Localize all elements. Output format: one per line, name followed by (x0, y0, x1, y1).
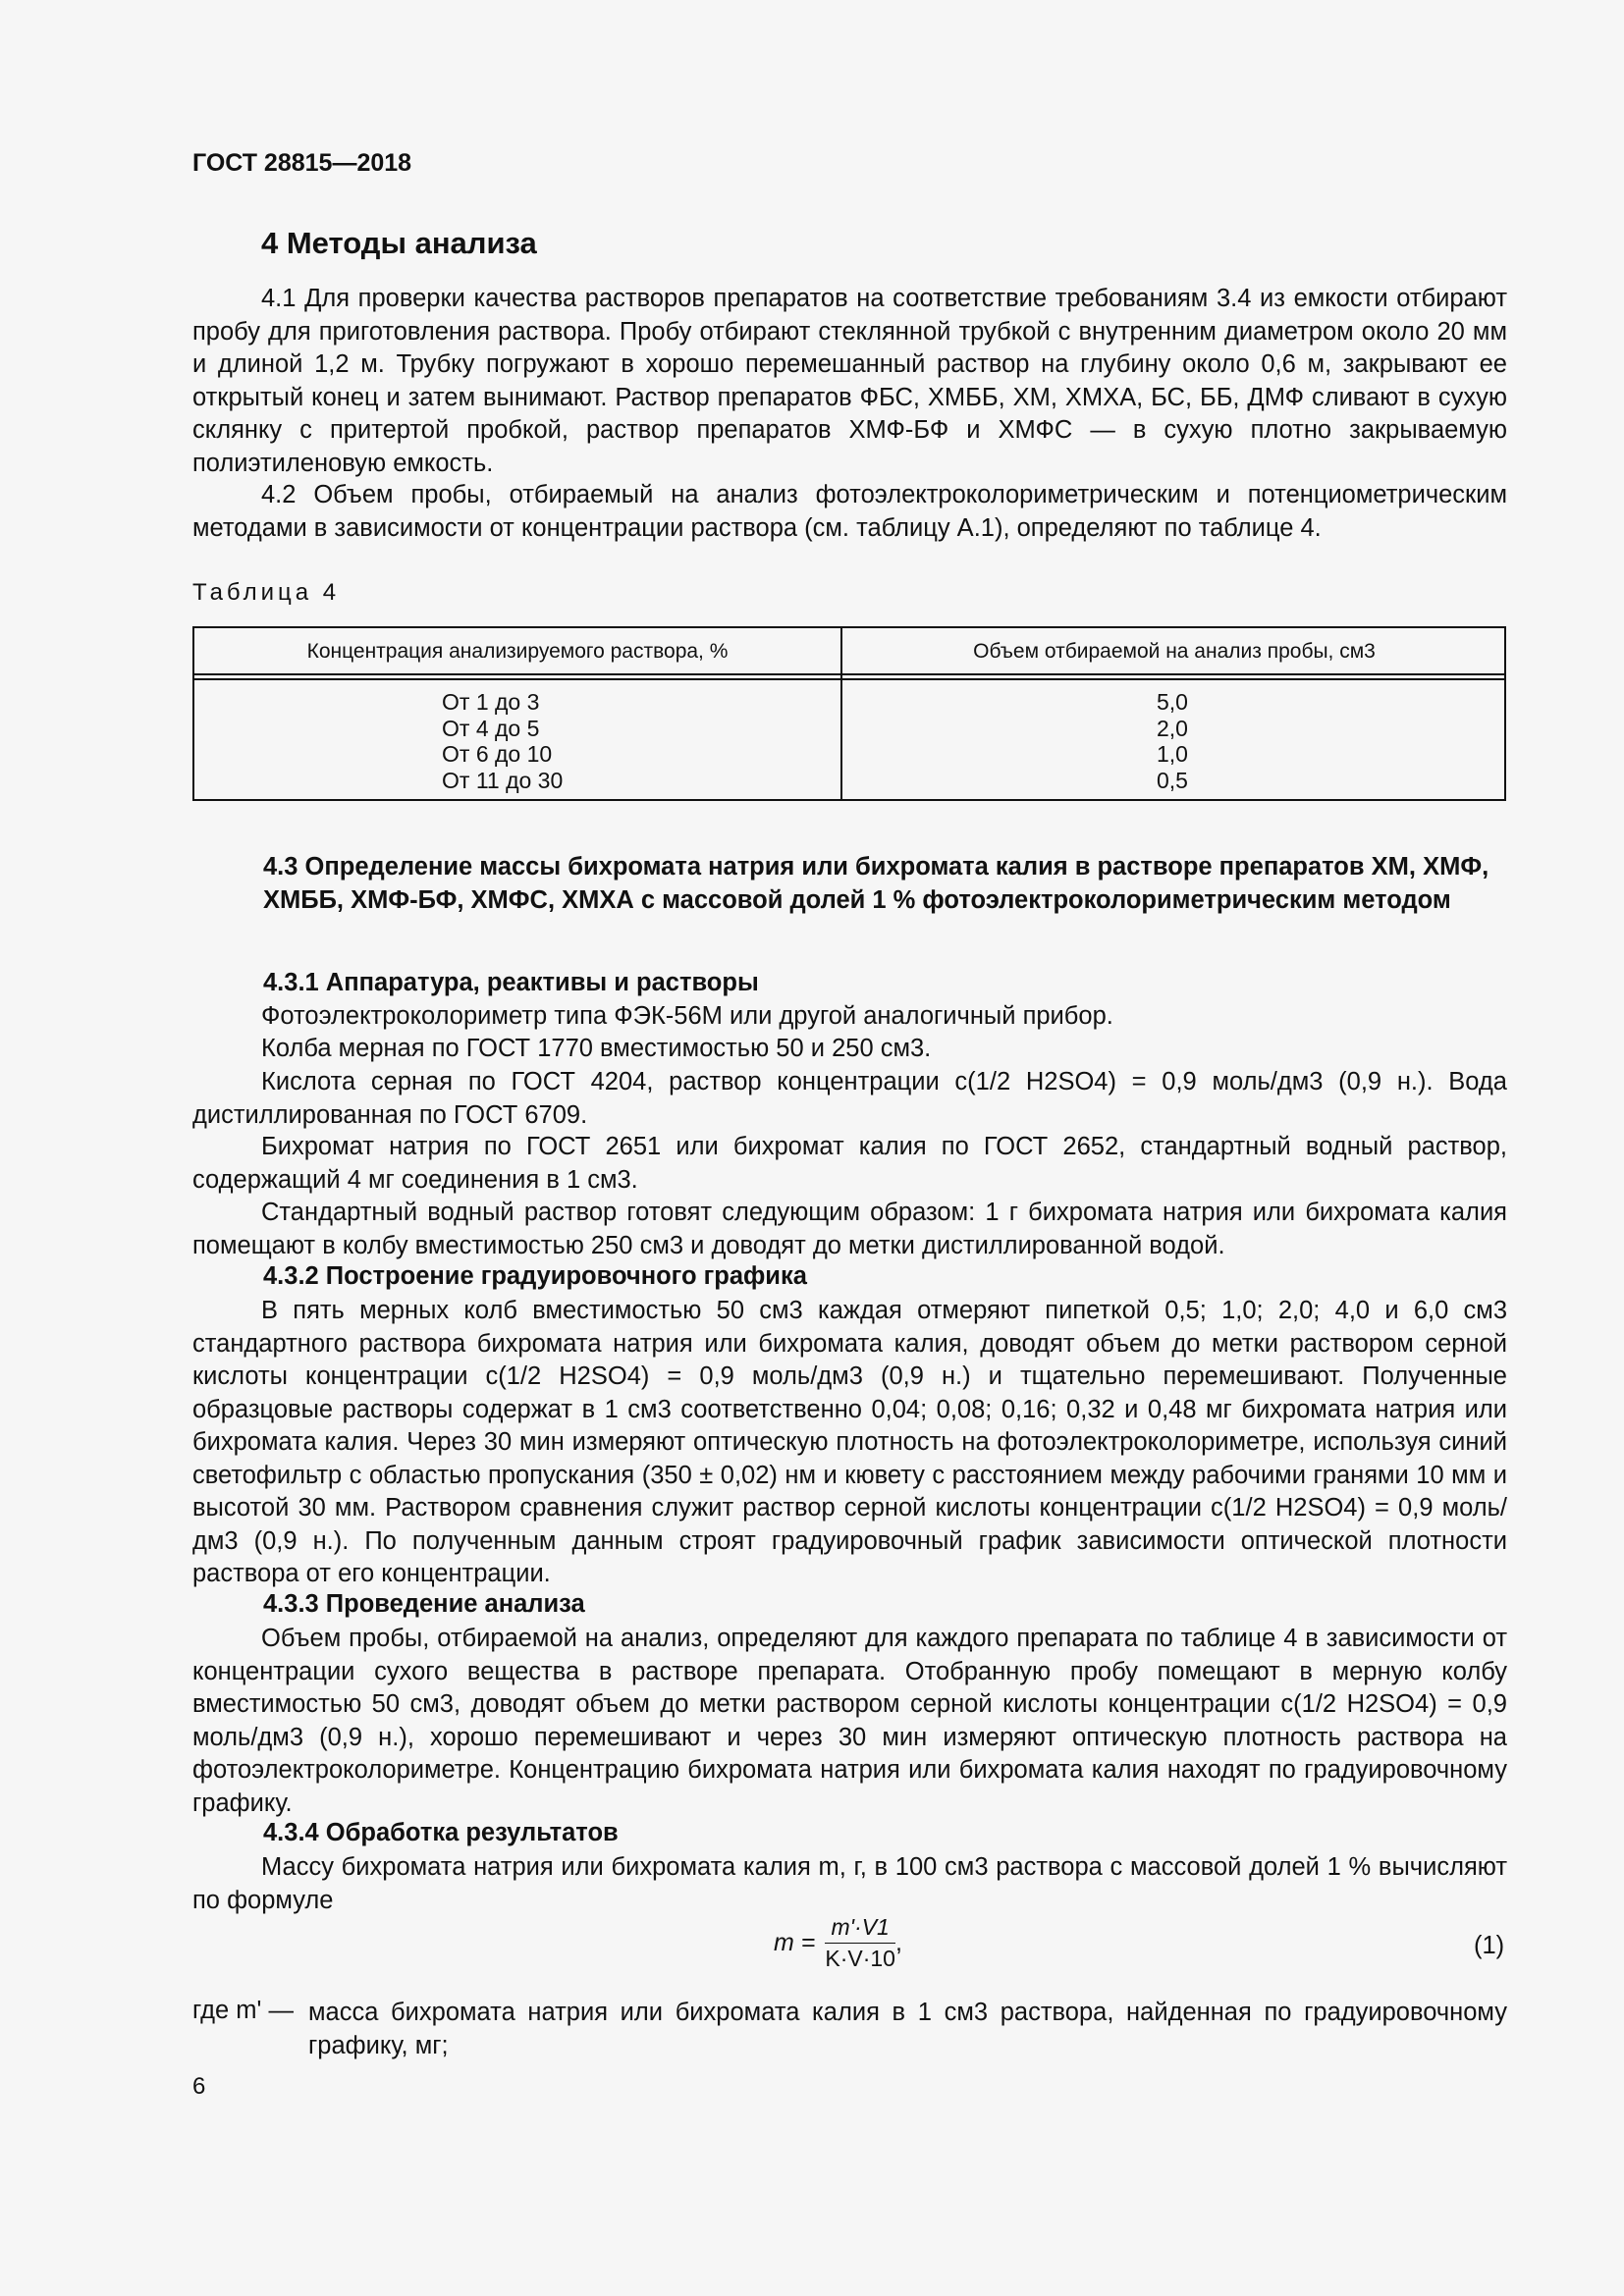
table-cell: 0,5 (1157, 767, 1188, 793)
formula-denominator: K·V·10 (825, 1946, 895, 1971)
table-cell: От 4 до 5 (442, 715, 540, 741)
results-text: Массу бихромата натрия или бихромата калия m, г, в 100 см3 раствора с массовой долей 1 % вычисляют по формуле (192, 1853, 1507, 1914)
section-title: 4 Методы анализа (261, 226, 537, 260)
heading-4-3-3: 4.3.3 Проведение анализа (263, 1590, 585, 1618)
apparatus-line: Стандартный водный раствор готовят следующим образом: 1 г бихромата натрия или бихромата калия помещают в колбу вместимостью 250 см3 и доводят до метки дистиллированной водой. (192, 1199, 1507, 1259)
table-cell: 5,0 (1157, 689, 1188, 715)
table-col-volume (1157, 689, 1188, 793)
table-cell: От 6 до 10 (442, 741, 553, 767)
table-caption: Таблица 4 (192, 579, 341, 606)
table-header-rule (194, 678, 1504, 680)
where-text: масса бихромата натрия или бихромата калия в 1 см3 раствора, найденная по градуировочному графику, мг; (308, 1999, 1507, 2059)
formula-lhs: m = (774, 1929, 816, 1956)
table-header-concentration: Концентрация анализируемого раствора, % (306, 640, 729, 663)
apparatus-line: Бихромат натрия по ГОСТ 2651 или бихромат калия по ГОСТ 2652, стандартный водный раствор, содержащий 4 мг соединения в 1 см3. (192, 1133, 1507, 1194)
table-cell: 2,0 (1157, 715, 1188, 741)
page-number: 6 (192, 2073, 206, 2100)
table-cell: От 11 до 30 (442, 767, 564, 793)
equation-number: (1) (1474, 1932, 1505, 1959)
table-cell: От 1 до 3 (442, 689, 540, 715)
table-header-volume: Объем отбираемой на анализ пробы, см3 (973, 640, 1376, 663)
heading-4-3-2: 4.3.2 Построение градуировочного графика (263, 1262, 807, 1290)
formula-fraction (825, 1914, 895, 1972)
heading-4-3-4: 4.3.4 Обработка результатов (263, 1819, 619, 1846)
paragraph-4-2: 4.2 Объем пробы, отбираемый на анализ фотоэлектроколориметрическим и потенциометрическим методами в зависимости от концентрации раствора (см. таблицу А.1), определяют по таблице 4. (192, 481, 1507, 542)
formula-1 (774, 1914, 902, 1972)
standard-id: ГОСТ 28815—2018 (192, 149, 412, 177)
table-col-concentration (442, 689, 563, 793)
analysis-text: Объем пробы, отбираемой на анализ, определяют для каждого препарата по таблице 4 в зависимости от концентрации сухого вещества в растворе препарата. Отобранную пробу помещают в мерную колбу вместимостью 50 см3, доводят объем до метки раствором серной кислоты концентрации c(1/2 H2SO4) = 0,9 моль/дм3 (0,9 н.), хорошо перемешивают и через 30 мин измеряют оптическую плотность раствора на фотоэлектроколориметре. Концентрацию бихромата натрия или бихромата калия находят по градуировочному графику. (192, 1625, 1507, 1817)
table-header-rule (194, 673, 1504, 675)
calibration-text: В пять мерных колб вместимостью 50 см3 каждая отмеряют пипеткой 0,5; 1,0; 2,0; 4,0 и 6,0 см3 стандартного раствора бихромата натрия или бихромата калия, доводят объем до метки раствором серной кислоты концентрации c(1/2 H2SO4) = 0,9 моль/дм3 (0,9 н.) и тщательно перемешивают. Полученные образцовые растворы содержат в 1 см3 соответственно 0,04; 0,08; 0,16; 0,32 и 0,48 мг бихромата натрия или бихромата калия. Через 30 мин измеряют оптическую плотность на фотоэлектроколориметре, используя синий светофильтр с областью пропускания (350 ± 0,02) нм и кювету с расстоянием между рабочими гранями 10 мм и высотой 30 мм. Раствором сравнения служит раствор серной кислоты концентрации c(1/2 H2SO4) = 0,9 моль/дм3 (0,9 н.). По полученным данным строят градуировочный график зависимости оптической плотности раствора от его концентрации. (192, 1297, 1507, 1587)
apparatus-line: Кислота серная по ГОСТ 4204, раствор концентрации c(1/2 H2SO4) = 0,9 моль/дм3 (0,9 н.). Вода дистиллированная по ГОСТ 6709. (192, 1068, 1507, 1129)
heading-4-3-1: 4.3.1 Аппаратура, реактивы и растворы (263, 969, 759, 996)
heading-4-3: 4.3 Определение массы бихромата натрия или бихромата калия в растворе препаратов ХМ, ХМФ, ХМББ, ХМФ-БФ, ХМФС, ХМХА с массовой долей 1 % фотоэлектроколориметрическим методом (263, 853, 1489, 914)
apparatus-line: Фотоэлектроколориметр типа ФЭК-56М или другой аналогичный прибор. (261, 1002, 1113, 1030)
formula-trail: , (894, 1929, 902, 1956)
paragraph-4-1: 4.1 Для проверки качества растворов препаратов на соответствие требованиям 3.4 из емкости отбирают пробу для приготовления раствора. Пробу отбирают стеклянной трубкой с внутренним диаметром около 20 мм и длиной 1,2 м. Трубку погружают в хорошо перемешанный раствор на глубину около 0,6 м, закрывают ее открытый конец и затем вынимают. Раствор препаратов ФБС, ХМББ, ХМ, ХМХА, БС, ББ, ДМФ сливают в сухую склянку с притертой пробкой, раствор препаратов ХМФ-БФ и ХМФС — в сухую плотно закрываемую полиэтиленовую емкость. (192, 285, 1507, 477)
table-4 (192, 626, 1506, 801)
apparatus-line: Колба мерная по ГОСТ 1770 вместимостью 50 и 250 см3. (261, 1035, 932, 1062)
where-label: где m' — (192, 1997, 294, 2024)
formula-numerator: m'·V1 (825, 1914, 895, 1944)
table-cell: 1,0 (1157, 741, 1188, 767)
